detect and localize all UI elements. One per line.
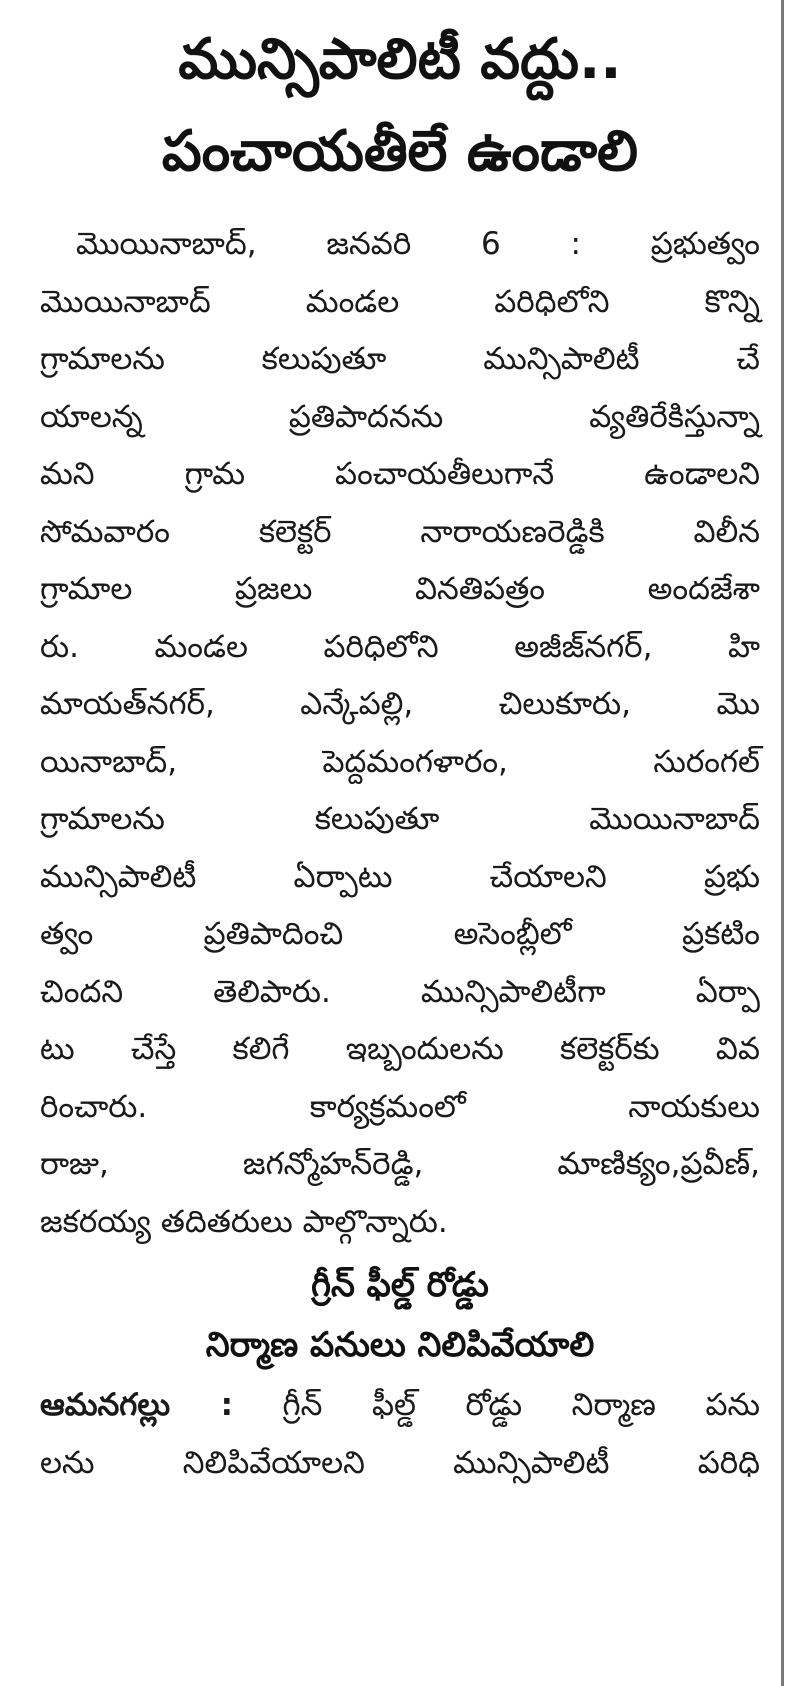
story-line: సోమవారం కలెక్టర్ నారాయణరెడ్డికి విలీన <box>40 513 760 550</box>
story-line: రించారు. కార్యక్రమంలో నాయకులు <box>40 1088 760 1125</box>
story-line: మున్సిపాలిటీ ఏర్పాటు చేయాలని ప్రభు <box>40 858 760 895</box>
story-line: రాజు, జగన్మోహన్‌రెడ్డి, మాణిక్యం,ప్రవీణ్, <box>40 1146 760 1182</box>
headline-line-2: పంచాయతీలే ఉండాలి <box>161 119 639 184</box>
story-line: మొయినాబాద్ మండల పరిధిలోని కొన్ని <box>40 283 760 320</box>
subheadline-line-1: గ్రీన్ ఫీల్డ్ రోడ్డు <box>311 1265 489 1305</box>
story-line: మని గ్రామ పంచాయతీలుగానే ఉండాలని <box>40 456 760 492</box>
dateline-rest: గ్రీన్ ఫీల్డ్ రోడ్డు నిర్మాణ పను <box>232 1387 760 1423</box>
story-line: యినాబాద్, పెద్దమంగళారం, సురంగల్ <box>40 743 760 780</box>
story-line: గ్రామాలను కలుపుతూ మొయినాబాద్ <box>40 801 760 837</box>
story-line: లను నిలిపివేయాలని మున్సిపాలిటీ పరిధి <box>40 1444 760 1481</box>
column-divider <box>781 0 784 1686</box>
story-line: యాలన్న ప్రతిపాదనను వ్యతిరేకిస్తున్నా <box>40 398 760 435</box>
story-line: గ్రామాలను కలుపుతూ మున్సిపాలిటీ చే <box>40 341 760 377</box>
story-line: రు. మండల పరిధిలోని అజీజ్‌నగర్, హి <box>40 628 760 665</box>
story-line <box>40 1377 760 1435</box>
subheadline-line-2: నిర్మాణ పనులు నిలిపివేయాలి <box>205 1325 595 1365</box>
story-line: చిందని తెలిపారు. మున్సిపాలిటీగా ఏర్పా <box>40 973 760 1010</box>
story-body <box>40 216 760 1251</box>
headline-line-1: మున్సిపాలిటీ వద్దు.. <box>178 27 622 92</box>
story-line: మాయత్‌నగర్, ఎన్కేపల్లి, చిలుకూరు, మొ <box>40 686 760 722</box>
story-line: జకరయ్య తదితరులు పాల్గొన్నారు. <box>40 1203 448 1240</box>
story-line: త్వం ప్రతిపాదించి అసెంబ్లీలో ప్రకటిం <box>40 916 760 952</box>
story-line: గ్రామాల ప్రజలు వినతిపత్రం అందజేశా <box>40 571 760 607</box>
second-story-body <box>40 1377 760 1492</box>
story-line: మొయినాబాద్, జనవరి 6 : ప్రభుత్వం <box>76 226 760 262</box>
subheadline <box>40 1255 760 1375</box>
dateline: ఆమనగల్లు : <box>40 1387 233 1423</box>
story-line: టు చేస్తే కలిగే ఇబ్బందులను కలెక్టర్‌కు వివ <box>40 1031 760 1067</box>
headline <box>40 0 760 198</box>
